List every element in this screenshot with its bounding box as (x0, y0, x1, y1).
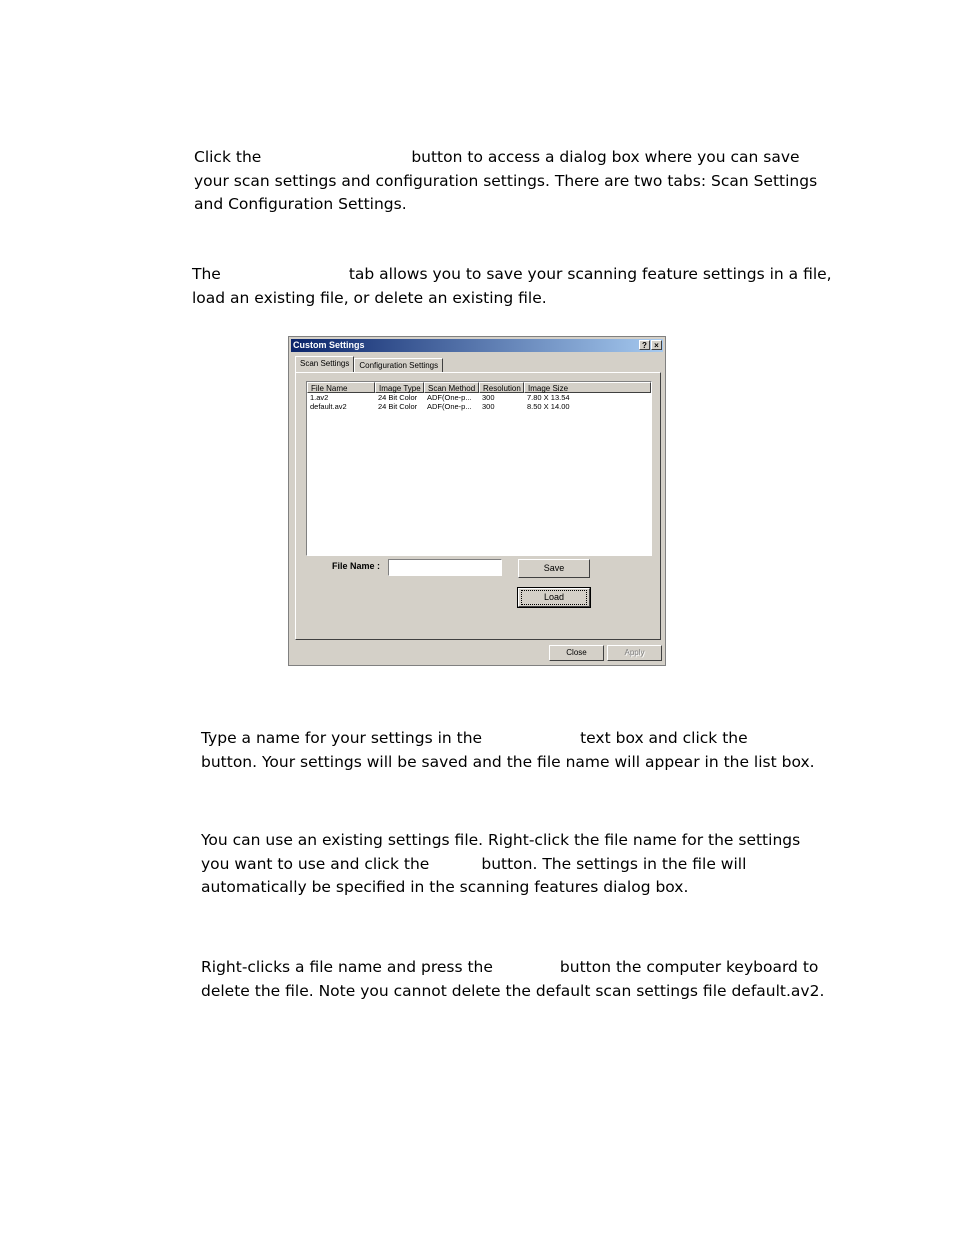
dialog-titlebar (291, 339, 663, 352)
save-text: Type a name for your settings in the (201, 729, 483, 747)
column-header-resolution[interactable]: Resolution (479, 382, 524, 393)
list-item[interactable] (307, 402, 651, 411)
cell-file-name: 1.av2 (310, 393, 329, 402)
help-icon[interactable]: ? (639, 340, 650, 350)
cell-scan-method: ADF(One-p... (427, 402, 472, 411)
cell-image-type: 24 Bit Color (378, 402, 418, 411)
tab-desc-line-2: load an existing file, or delete an existing file. (192, 288, 547, 307)
delete-line-2: delete the file. Note you cannot delete the default scan settings file default.av2. (201, 981, 825, 1000)
dialog-tabs (295, 358, 443, 373)
save-paragraph (201, 727, 815, 774)
intro-paragraph (194, 146, 817, 217)
settings-list-box[interactable] (306, 381, 652, 556)
cell-scan-method: ADF(One-p... (427, 393, 472, 402)
column-header-file-name[interactable]: File Name (307, 382, 375, 393)
save-line-2: button. Your settings will be saved and the file name will appear in the list box. (201, 752, 815, 771)
file-name-input[interactable] (388, 559, 502, 576)
tab-configuration-settings[interactable]: Configuration Settings (354, 358, 443, 372)
cell-image-size: 7.80 X 13.54 (527, 393, 570, 402)
load-text: you want to use and click the (201, 854, 430, 873)
load-line-3: automatically be specified in the scanning features dialog box. (201, 878, 689, 896)
custom-settings-dialog (288, 336, 666, 666)
dialog-title: Custom Settings (293, 340, 365, 350)
load-paragraph (201, 829, 800, 900)
list-header (307, 382, 651, 393)
tab-desc-text: The (192, 265, 221, 283)
close-button[interactable] (549, 645, 604, 661)
cell-resolution: 300 (482, 393, 495, 402)
save-text: text box and click the (580, 729, 748, 747)
intro-line-1 (194, 146, 817, 170)
cell-image-type: 24 Bit Color (378, 393, 418, 402)
intro-line-2: your scan settings and configuration settings. There are two tabs: Scan Settings (194, 171, 818, 190)
list-item[interactable] (307, 393, 651, 402)
load-line-2 (201, 853, 800, 877)
tab-scan-settings[interactable]: Scan Settings (295, 356, 354, 372)
load-button-label: Load (521, 590, 587, 605)
load-button[interactable] (518, 588, 590, 607)
cell-image-size: 8.50 X 14.00 (527, 402, 570, 411)
load-text: button. The settings in the file will (481, 854, 747, 873)
file-name-label: File Name : (332, 561, 381, 571)
tab-desc-line-1 (192, 263, 832, 287)
delete-text: button the computer keyboard to (559, 958, 819, 976)
intro-text: Click the (194, 148, 262, 166)
apply-button[interactable] (607, 645, 662, 661)
delete-paragraph (201, 956, 824, 1003)
intro-text: button to access a dialog box where you can save (411, 148, 800, 166)
cell-file-name: default.av2 (310, 402, 347, 411)
delete-text: Right-clicks a file name and press the (201, 958, 493, 976)
column-header-scan-method[interactable]: Scan Method (424, 382, 479, 393)
intro-line-3: and Configuration Settings. (194, 195, 407, 213)
tab-desc-text: tab allows you to save your scanning feature settings in a file, (348, 265, 832, 283)
tab-panel (295, 372, 661, 640)
apply-button-label: Apply (624, 648, 645, 657)
column-header-image-type[interactable]: Image Type (375, 382, 424, 393)
close-button-label: Close (566, 648, 587, 657)
cell-resolution: 300 (482, 402, 495, 411)
save-line-1 (201, 727, 815, 751)
column-header-image-size[interactable]: Image Size (524, 382, 651, 393)
close-icon[interactable]: × (651, 340, 662, 350)
load-line-1: You can use an existing settings file. Right-click the file name for the settings (201, 831, 801, 849)
save-button[interactable] (518, 559, 590, 578)
save-button-label: Save (543, 563, 565, 573)
tab-description-paragraph (192, 263, 832, 310)
delete-line-1 (201, 956, 824, 980)
